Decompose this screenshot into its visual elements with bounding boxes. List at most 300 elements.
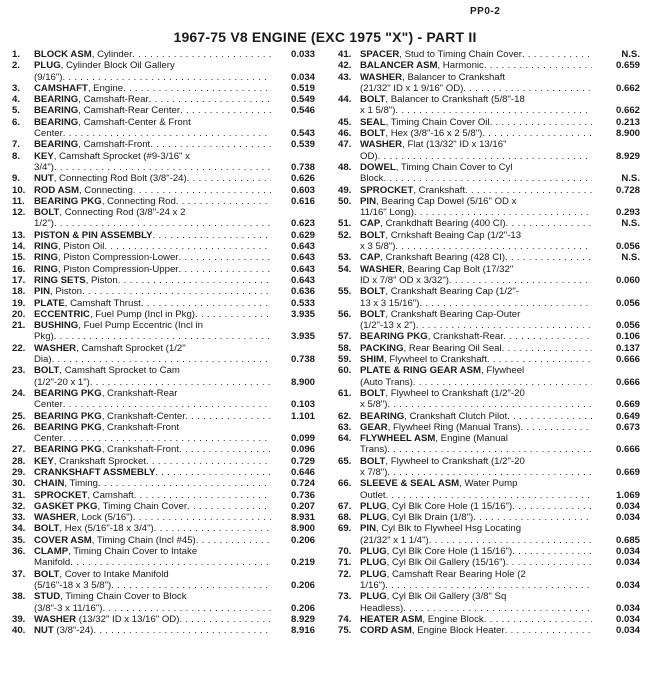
part-number: 38. [12, 591, 26, 603]
part-entry [338, 546, 640, 557]
description-line-1 [34, 388, 177, 399]
part-number: 67. [338, 500, 352, 512]
part-description [360, 128, 592, 139]
part-entry [12, 456, 315, 467]
description-line-1 [360, 218, 506, 229]
part-description [34, 207, 271, 230]
description-line-1 [34, 422, 179, 433]
part-entry [12, 83, 315, 94]
part-detail-continued: Center . . . [34, 399, 63, 410]
part-entry [338, 117, 640, 128]
part-detail: , Crankshaft Bearing (428 CI) [380, 252, 506, 264]
part-number: 49. [338, 184, 352, 196]
part-number: 13. [12, 229, 26, 241]
part-entry [12, 501, 315, 512]
part-description [34, 501, 271, 512]
part-detail-continued: Center . . . [34, 128, 63, 139]
part-detail: , Timing Chain Cover Oil [385, 116, 490, 128]
part-detail: , Crankshaft Clutch Pilot [404, 410, 508, 422]
part-number: 41. [338, 49, 352, 60]
part-description [360, 218, 592, 229]
description-line-1 [360, 252, 505, 263]
part-name: SPACER [360, 49, 400, 60]
part-number: 42. [338, 60, 352, 72]
part-name: PLATE & RING GEAR ASM [360, 365, 481, 377]
part-entry [12, 139, 315, 150]
part-entry [12, 286, 315, 297]
part-value: 8.929 [290, 613, 315, 625]
part-entry [338, 72, 640, 95]
part-name: PLUG [360, 500, 387, 512]
description-line-1 [360, 422, 520, 433]
description-line-1 [360, 139, 507, 150]
part-entry [338, 264, 640, 287]
part-description [360, 343, 592, 354]
part-name: BEARING PKG [34, 444, 102, 456]
description-line-1 [360, 331, 503, 342]
description-line-1 [360, 72, 505, 83]
part-name: CRANKSHAFT ASSMEBLY [34, 466, 156, 478]
part-name: PLUG [34, 60, 61, 72]
part-name: CAP [360, 218, 381, 230]
part-description [34, 49, 271, 60]
part-description [360, 196, 592, 219]
description-line-1 [34, 365, 180, 376]
part-description [360, 117, 592, 128]
part-number: 64. [338, 433, 352, 445]
part-description [34, 478, 271, 489]
part-value: 0.539 [290, 139, 315, 151]
part-detail: , Flywheel to Crankshaft (1/2"-20 [385, 455, 525, 467]
part-value: 0.603 [290, 184, 315, 196]
part-name: SLEEVE & SEAL ASM [360, 478, 460, 490]
part-number: 37. [12, 568, 26, 580]
part-description [360, 162, 592, 185]
part-name: BEARING [34, 94, 79, 106]
part-value: 0.636 [290, 286, 315, 298]
part-value: 0.662 [615, 105, 640, 117]
part-entry [12, 422, 315, 445]
part-value: 1.069 [615, 489, 640, 501]
part-entry [12, 173, 315, 184]
part-entry [338, 218, 640, 229]
part-name: WASHER [34, 342, 77, 354]
part-name: SPROCKET [360, 184, 414, 196]
description-line-1 [34, 309, 195, 320]
part-description [34, 591, 271, 614]
part-detail: , Piston [50, 286, 82, 298]
part-value: 0.060 [615, 274, 640, 286]
description-line-1 [34, 512, 133, 523]
part-detail: , Camshaft Sprocket (1/2" [76, 342, 186, 354]
part-name: BOLT [34, 568, 60, 580]
part-entry [338, 49, 640, 60]
part-value: 0.669 [615, 399, 640, 411]
part-entry [338, 252, 640, 263]
part-number: 72. [338, 568, 352, 580]
part-detail: , Balancer to Crankshaft (5/8"-18 [385, 94, 525, 106]
part-number: 21. [12, 320, 26, 332]
part-detail: , Flywheel to Crankshaft [383, 354, 487, 366]
part-number: 57. [338, 331, 352, 343]
part-number: 30. [12, 478, 26, 490]
part-number: 16. [12, 263, 26, 275]
part-entry [12, 49, 315, 60]
part-detail-continued: ID x 7/8" OD x 3/32") . . . [360, 275, 449, 286]
part-description [34, 512, 271, 523]
part-value: 0.543 [290, 128, 315, 140]
description-line-1 [360, 49, 522, 60]
part-detail: , Piston Compression-Upper [57, 263, 179, 275]
description-line-1 [34, 264, 179, 275]
part-number: 70. [338, 546, 352, 558]
part-description [34, 535, 271, 546]
part-detail-continued: 13 x 3 15/16") . . . [360, 298, 419, 309]
description-line-1 [34, 501, 187, 512]
description-line-1 [34, 151, 190, 162]
part-value: 0.616 [290, 195, 315, 207]
part-detail: , Lock (5/16") [76, 512, 133, 524]
part-description [34, 139, 271, 150]
part-entry [12, 94, 315, 105]
part-number: 63. [338, 421, 352, 433]
part-name: SEAL [360, 116, 386, 128]
part-number: 19. [12, 297, 26, 309]
part-description [360, 388, 592, 411]
part-detail: , Camshaft [87, 489, 134, 501]
part-number: 10. [12, 184, 26, 196]
part-entry [338, 139, 640, 162]
part-name: PLUG [360, 546, 387, 558]
part-description [34, 241, 271, 252]
part-entry [338, 185, 640, 196]
part-detail-continued: Manifold . . . [34, 557, 70, 568]
part-name: NUT [34, 173, 54, 185]
part-detail: , Hex (5/16"-18 x 3/4") [59, 523, 154, 535]
part-entry [12, 196, 315, 207]
part-description [360, 354, 592, 365]
part-value: 0.728 [615, 184, 640, 196]
part-name: CAMSHAFT [34, 82, 88, 94]
part-description [34, 117, 271, 140]
page-code: PP0-2 [470, 6, 501, 17]
part-number: 26. [12, 421, 26, 433]
part-number: 46. [338, 128, 352, 140]
description-line-1 [34, 320, 203, 331]
part-entry [12, 490, 315, 501]
part-number: 6. [12, 116, 21, 128]
part-description [360, 139, 592, 162]
part-value: 0.659 [615, 60, 640, 72]
part-description [360, 252, 592, 263]
description-line-1 [34, 591, 187, 602]
part-detail: , Cyl Blk Oil Gallery (3/8" Sq [386, 591, 507, 603]
part-description [360, 546, 592, 557]
description-line-1 [360, 591, 506, 602]
part-detail: , Piston Compression-Lower [57, 252, 179, 264]
part-entry [12, 105, 315, 116]
part-name: BEARING PKG [34, 387, 102, 399]
part-name: WASHER [360, 71, 403, 83]
part-entry [12, 569, 315, 592]
part-detail: , Cover to Intake Manifold [59, 568, 169, 580]
description-line-1 [34, 467, 155, 478]
part-detail-continued: 3/4") . . . [34, 162, 54, 173]
part-number: 61. [338, 387, 352, 399]
part-name: GEAR [360, 421, 388, 433]
part-detail: , Bearing Cap Bolt (17/32" [402, 263, 514, 275]
part-value: 1.101 [290, 410, 315, 422]
part-value: 0.738 [290, 161, 315, 173]
part-entry [338, 196, 640, 219]
description-line-1 [34, 444, 179, 455]
part-value: 8.929 [615, 150, 640, 162]
part-name: COVER ASM [34, 534, 92, 546]
part-name: WASHER [360, 139, 403, 151]
part-number: 34. [12, 523, 26, 535]
part-number: 56. [338, 308, 352, 320]
part-number: 62. [338, 410, 352, 422]
part-detail: , Rear Bearing Oil Seal [403, 342, 502, 354]
part-value: 0.056 [615, 297, 640, 309]
part-detail: , Crankshaft Sprocket [53, 455, 146, 467]
part-number: 29. [12, 466, 26, 478]
part-entry [12, 365, 315, 388]
part-value: 0.033 [290, 49, 315, 60]
part-detail: , Cyl Blk Core Hole (1 15/16") [386, 500, 513, 512]
part-detail-continued: (1/2"-20 x 1") . . . [34, 377, 90, 388]
part-description [34, 444, 271, 455]
part-detail-continued: (5/16"-18 x 3 5/8") . . . [34, 580, 111, 591]
part-detail-continued: 11/16" Long) . . . [360, 207, 414, 218]
part-value: 0.662 [615, 82, 640, 94]
part-value: 0.533 [290, 297, 315, 309]
part-description [360, 557, 592, 568]
description-line-1 [34, 535, 196, 546]
part-name: SPROCKET [34, 489, 88, 501]
part-name: BEARING [34, 105, 79, 117]
part-detail: , Cyl Blk Core Hole (1 15/16") [386, 546, 513, 558]
description-line-1 [360, 569, 526, 580]
part-description [34, 252, 271, 263]
part-detail: , Engine Block [422, 613, 484, 625]
part-entry [338, 523, 640, 546]
part-name: BEARING PKG [34, 410, 102, 422]
part-detail: , Camshaft-Rear [78, 94, 149, 106]
part-name: PACKING [360, 342, 404, 354]
part-description [34, 467, 271, 478]
part-number: 8. [12, 150, 21, 162]
part-name: WASHER [34, 613, 77, 625]
part-detail-continued: x 3 5/8") . . . [360, 241, 395, 252]
part-detail: (3/8"-24) [53, 625, 94, 637]
description-line-1 [34, 139, 150, 150]
part-name: PLUG [360, 512, 387, 524]
description-line-1 [360, 185, 465, 196]
description-line-1 [360, 625, 505, 636]
description-line-1 [360, 523, 521, 534]
part-name: RING [34, 241, 58, 253]
part-number: 14. [12, 241, 26, 253]
part-detail: , Piston [85, 274, 118, 286]
part-value: 0.546 [290, 105, 315, 117]
part-entry [338, 512, 640, 523]
part-description [34, 230, 271, 241]
part-name: BOLT [360, 308, 386, 320]
part-number: 7. [12, 139, 21, 151]
part-detail: , Camshaft Sprocket to Cam [59, 365, 180, 377]
description-line-1 [360, 546, 512, 557]
description-line-1 [34, 478, 98, 489]
part-description [34, 411, 271, 422]
part-entry [338, 60, 640, 71]
part-detail-continued: x 1 5/8") . . . [360, 105, 395, 116]
part-detail: , Connecting Rod (3/8"-24 x 2 [59, 207, 186, 219]
part-number: 73. [338, 591, 352, 603]
part-detail-continued: Headless) . . . [360, 603, 403, 614]
part-description [360, 569, 592, 592]
part-name: CHAIN [34, 478, 65, 490]
part-detail-continued: x 5/8") . . . [360, 399, 387, 410]
description-line-1 [34, 252, 179, 263]
part-number: 25. [12, 410, 26, 422]
description-line-1 [34, 625, 93, 636]
part-description [34, 309, 271, 320]
part-name: BEARING PKG [34, 421, 102, 433]
description-line-1 [34, 411, 185, 422]
part-name: BOLT [360, 286, 386, 298]
part-number: 36. [12, 546, 26, 558]
part-name: BOLT [360, 387, 386, 399]
part-entry [12, 298, 315, 309]
part-value: 0.034 [615, 625, 640, 637]
part-description [34, 523, 271, 534]
part-name: BEARING [34, 139, 79, 151]
part-value: 8.916 [290, 625, 315, 637]
part-number: 12. [12, 207, 26, 219]
part-detail: , Piston Oil [57, 241, 105, 253]
description-line-1 [34, 49, 132, 60]
part-entry [338, 591, 640, 614]
part-entry [338, 354, 640, 365]
description-line-1 [34, 343, 186, 354]
part-value: 8.900 [290, 523, 315, 535]
part-detail: , Crankshaft-Front [101, 421, 180, 433]
part-number: 39. [12, 613, 26, 625]
part-number: 45. [338, 116, 352, 128]
part-detail: , Cylinder Block Oil Gallery [60, 60, 175, 72]
part-name: BEARING PKG [360, 331, 428, 343]
part-detail-continued: (21/32" ID x 1 9/16" OD) . . . [360, 83, 463, 94]
description-line-1 [34, 275, 118, 286]
part-entry [12, 230, 315, 241]
part-name: KEY [34, 455, 54, 467]
part-detail: , Flywheel Ring (Manual Trans) [387, 421, 521, 433]
part-name: PISTON & PIN ASSEMBLY [34, 229, 153, 241]
description-line-1 [360, 614, 484, 625]
part-number: 71. [338, 557, 352, 569]
part-description [34, 275, 271, 286]
description-line-1 [360, 286, 519, 297]
part-name: BUSHING [34, 320, 79, 332]
part-entry [12, 591, 315, 614]
description-line-1 [360, 309, 520, 320]
part-detail: , Camshaft Sprocket (#9-3/16" x [53, 150, 190, 162]
part-entry [338, 625, 640, 636]
part-name: BOLT [34, 365, 60, 377]
part-value: 0.649 [615, 410, 640, 422]
part-description [360, 625, 592, 636]
description-line-1 [34, 207, 185, 218]
part-detail: , Camshaft-Rear Center [78, 105, 181, 117]
part-name: NUT [34, 625, 54, 637]
part-number: 27. [12, 444, 26, 456]
part-description [34, 490, 271, 501]
part-number: 31. [12, 489, 26, 501]
part-name: RING SETS [34, 274, 86, 286]
part-number: 48. [338, 161, 352, 173]
part-entry [338, 614, 640, 625]
part-name: ROD ASM [34, 184, 79, 196]
part-description [360, 49, 592, 60]
description-line-1 [360, 365, 524, 376]
description-line-1 [360, 94, 525, 105]
part-name: CAP [360, 252, 381, 264]
part-description [360, 365, 592, 388]
part-value: N.S. [621, 173, 640, 185]
part-number: 40. [12, 625, 26, 637]
part-name: WASHER [34, 512, 77, 524]
part-value: 0.106 [615, 331, 640, 343]
part-description [34, 286, 271, 297]
part-number: 68. [338, 512, 352, 524]
part-detail: , Camshaft-Front [78, 139, 151, 151]
part-number: 54. [338, 263, 352, 275]
part-number: 5. [12, 105, 21, 117]
description-line-1 [34, 286, 82, 297]
part-entry [338, 365, 640, 388]
part-number: 51. [338, 218, 352, 230]
description-line-1 [360, 264, 513, 275]
part-value: 0.137 [615, 342, 640, 354]
part-description [34, 94, 271, 105]
part-number: 9. [12, 173, 21, 185]
part-description [360, 185, 592, 196]
description-line-1 [360, 230, 521, 241]
part-entry [338, 309, 640, 332]
description-line-1 [360, 456, 525, 467]
part-number: 60. [338, 365, 352, 377]
part-name: KEY [34, 150, 54, 162]
part-description [34, 546, 271, 569]
part-description [360, 286, 592, 309]
part-entry [12, 117, 315, 140]
part-name: CORD ASM [360, 625, 412, 637]
part-value: 0.103 [290, 399, 315, 411]
part-detail: , Connecting Rod [101, 195, 176, 207]
part-entry [12, 241, 315, 252]
part-detail: , Cylinder [91, 49, 133, 60]
part-number: 44. [338, 94, 352, 106]
part-entry [338, 162, 640, 185]
part-entry [338, 456, 640, 479]
part-value: 0.643 [290, 252, 315, 264]
part-name: BOLT [360, 94, 386, 106]
part-detail-continued: Outlet . . . [360, 490, 386, 501]
part-number: 50. [338, 195, 352, 207]
part-number: 58. [338, 342, 352, 354]
part-detail: , Crankdhaft Bearing (400 CI) [380, 218, 506, 230]
